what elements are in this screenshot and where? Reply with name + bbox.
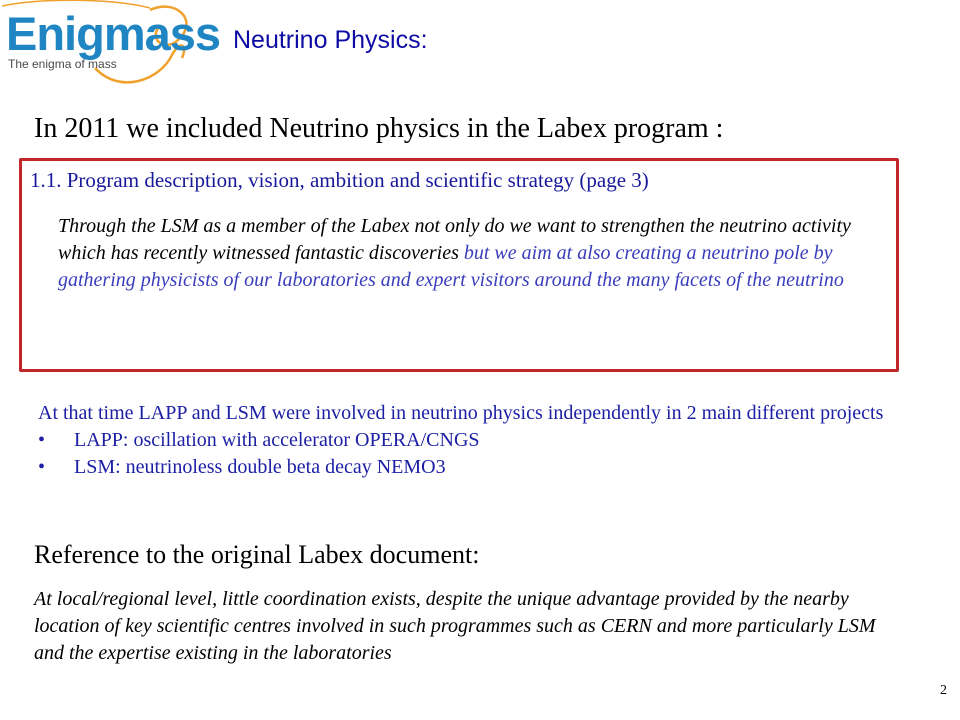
logo-tagline: The enigma of mass <box>8 57 117 71</box>
quote-text-part2: but we aim at also creating a neutrino pole by gathering physicists of our laboratories and expert visitors around the many facets of the neutrino <box>58 242 844 291</box>
context-intro: At that time LAPP and LSM were involved in neutrino physics independently in 2 main different projects <box>38 402 884 424</box>
project-list <box>38 427 918 481</box>
logo-wordmark: Enigmass <box>6 7 221 60</box>
slide-title: Neutrino Physics: <box>233 26 428 54</box>
bullet-icon: • <box>38 456 46 478</box>
quote-reference: 1.1. Program description, vision, ambition and scientific strategy (page 3) <box>30 168 649 192</box>
list-item <box>38 427 918 454</box>
bullet-icon: • <box>38 429 46 451</box>
quote-text <box>58 213 858 294</box>
enigmass-logo <box>0 0 221 95</box>
page-number: 2 <box>940 683 947 698</box>
list-item-text: LAPP: oscillation with accelerator OPERA/CNGS <box>74 429 480 451</box>
context-block <box>38 400 918 481</box>
slide-heading: In 2011 we included Neutrino physics in the Labex program : <box>34 113 724 144</box>
list-item-text: LSM: neutrinoless double beta decay NEMO3 <box>74 456 446 478</box>
reference-heading: Reference to the original Labex document: <box>34 540 480 569</box>
quote-text-part1: Through the LSM as a member of the Labex not only do we want to strengthen the neutrino activity which has recently witnessed fantastic discoveries <box>58 215 851 264</box>
reference-text: At local/regional level, little coordination exists, despite the unique advantage provided by the nearby location of key scientific centres involved in such programmes such as CERN and more particularly LSM and the expertise existing in the laboratories <box>34 588 876 664</box>
list-item <box>38 454 918 481</box>
